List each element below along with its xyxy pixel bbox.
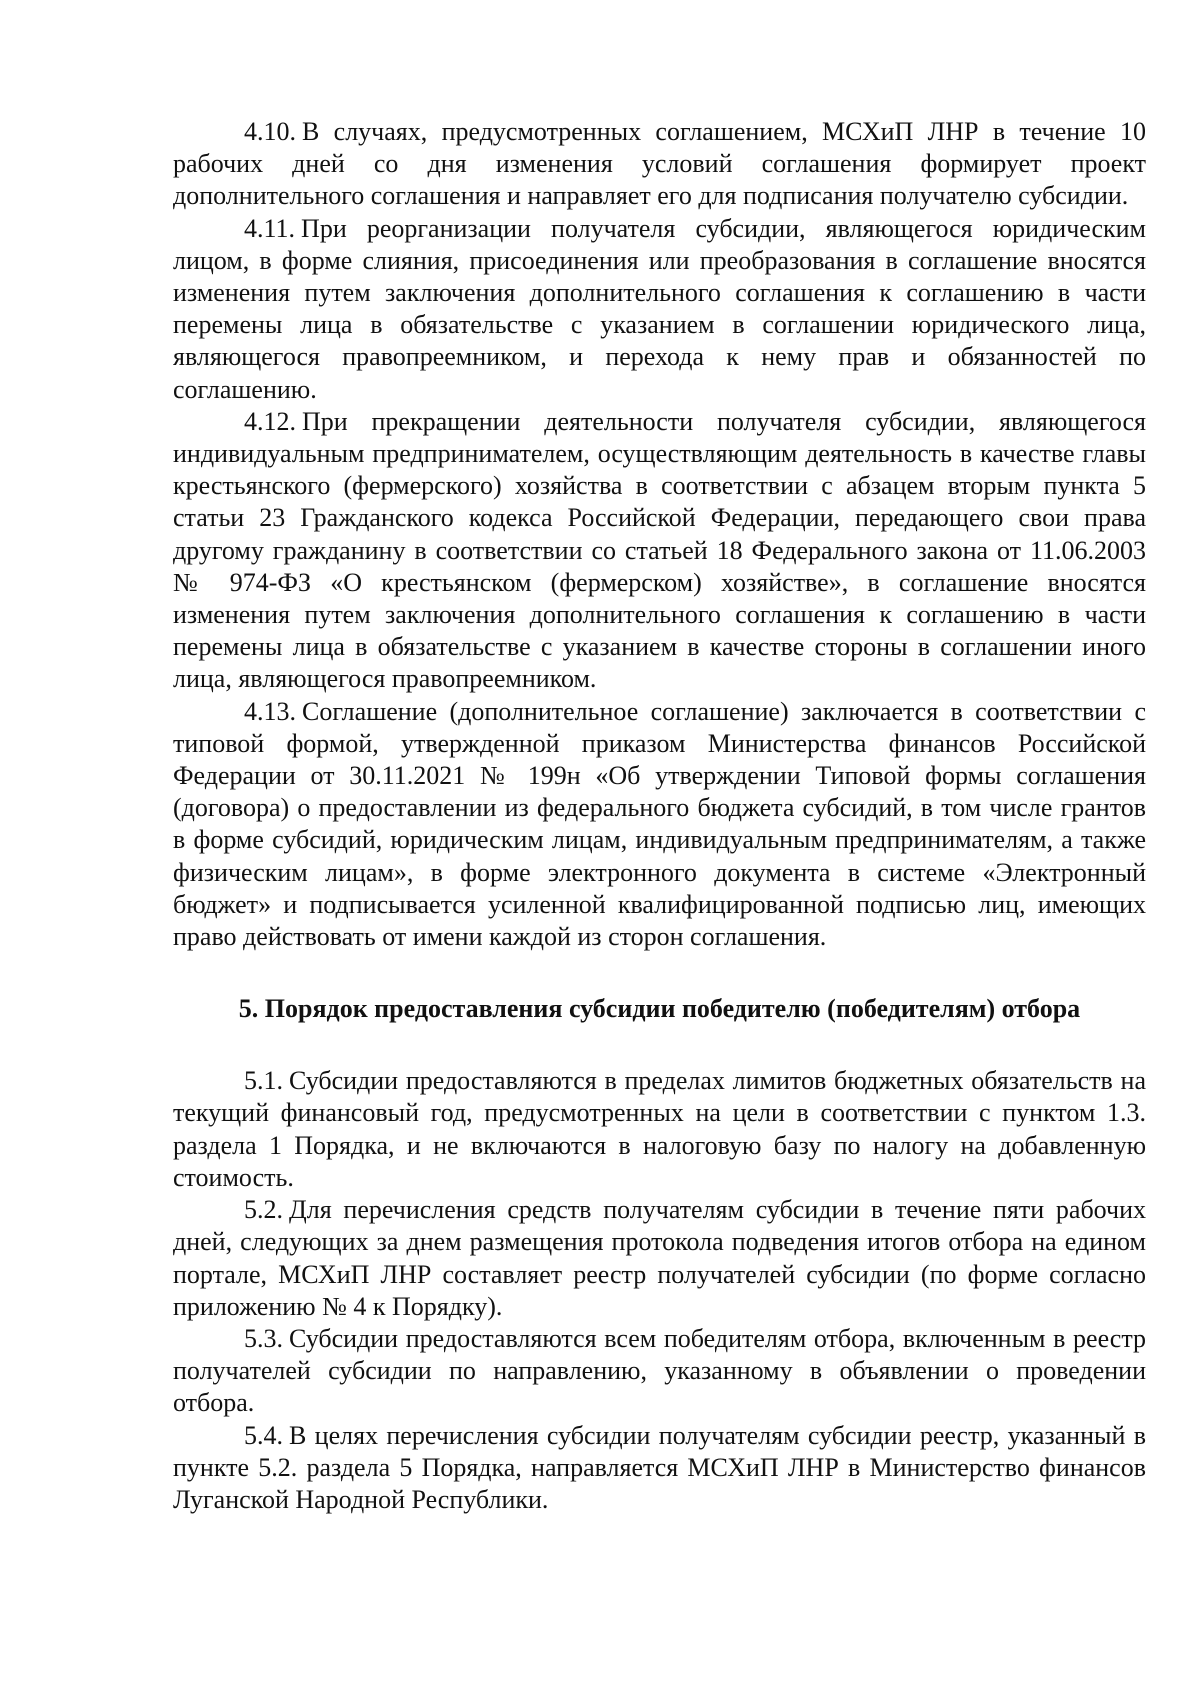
paragraph-5-3 bbox=[173, 1323, 1146, 1420]
paragraph-4-13 bbox=[173, 696, 1146, 954]
section-heading: 5. Порядок предоставления субсидии победителю (победителям) отбора bbox=[238, 994, 1081, 1024]
paragraph-4-11 bbox=[173, 213, 1146, 406]
document-body bbox=[173, 116, 1146, 1516]
paragraph-number: 5.4. bbox=[244, 1420, 283, 1450]
paragraph-number: 5.1. bbox=[244, 1066, 283, 1096]
paragraph-number: 5.2. bbox=[244, 1195, 283, 1225]
paragraph-5-1 bbox=[173, 1065, 1146, 1194]
paragraph-text: Субсидии предоставляются в пределах лимитов бюджетных обязательств на текущий финансовый год, предусмотренных на цели в соответствии с пунктом 1.3. раздела 1 Порядка, и не включаются в налоговую базу по налогу на добавленную стоимость. bbox=[173, 1066, 1146, 1192]
paragraph-number: 4.10. bbox=[244, 117, 296, 146]
paragraph-number: 4.12. bbox=[244, 406, 296, 436]
paragraph-4-12 bbox=[173, 406, 1146, 696]
paragraph-text: В случаях, предусмотренных соглашением, МСХиП ЛНР в течение 10 рабочих дней со дня изменения условий соглашения формирует проект дополнительного соглашения и направляет его для подписания получателю субсидии. bbox=[173, 117, 1146, 211]
paragraph-text: В целях перечисления субсидии получателям субсидии реестр, указанный в пункте 5.2. раздела 5 Порядка, направляется МСХиП ЛНР в Министерство финансов Луганской Народной Республики. bbox=[173, 1420, 1146, 1514]
paragraph-text: Субсидии предоставляются всем победителям отбора, включенным в реестр получателей субсидии по направлению, указанному в объявлении о проведении отбора. bbox=[173, 1323, 1146, 1418]
paragraph-5-4 bbox=[173, 1420, 1146, 1517]
paragraph-text: При прекращении деятельности получателя субсидии, являющегося индивидуальным предпринимателем, осуществляющим деятельность в качестве главы крестьянского (фермерского) хозяйства в соответствии с абзацем вторым пункта 5 статьи 23 Гражданского кодекса Российской Федерации, передающего свои права другому гражданину в соответствии со статьей 18 Федерального закона от 11.06.2003 № 974-ФЗ «О крестьянском (фермерском) хозяйстве», в соглашение вносятся изменения путем заключения дополнительного соглашения к соглашению в части перемены лица в обязательстве с указанием в качестве стороны в соглашении иного лица, являющегося правопреемником. bbox=[173, 406, 1146, 694]
paragraph-text: Для перечисления средств получателям субсидии в течение пяти рабочих дней, следующих за днем размещения протокола подведения итогов отбора на едином портале, МСХиП ЛНР составляет реестр получателей субсидии (по форме согласно приложению № 4 к Порядку). bbox=[173, 1195, 1146, 1321]
paragraph-number: 5.3. bbox=[244, 1323, 283, 1353]
paragraph-number: 4.11. bbox=[244, 213, 296, 243]
paragraph-4-10 bbox=[173, 116, 1146, 213]
paragraph-5-2 bbox=[173, 1194, 1146, 1323]
paragraph-number: 4.13. bbox=[244, 696, 296, 726]
paragraph-text: Соглашение (дополнительное соглашение) заключается в соответствии с типовой формой, утвержденной приказом Министерства финансов Российской Федерации от 30.11.2021 № 199н «Об утверждении Типовой формы соглашения (договора) о предоставлении из федерального бюджета субсидий, в том числе грантов в форме субсидий, юридическим лицам, индивидуальным предпринимателям, а также физическим лицам», в форме электронного документа в системе «Электронный бюджет» и подписывается усиленной квалифицированной подписью лиц, имеющих право действовать от имени каждой из сторон соглашения. bbox=[173, 696, 1146, 952]
paragraph-text: При реорганизации получателя субсидии, являющегося юридическим лицом, в форме слияния, присоединения или преобразования в соглашение вносятся изменения путем заключения дополнительного соглашения к соглашению в части перемены лица в обязательстве с указанием в соглашении юридического лица, являющегося правопреемником, и перехода к нему прав и обязанностей по соглашению. bbox=[173, 213, 1146, 404]
